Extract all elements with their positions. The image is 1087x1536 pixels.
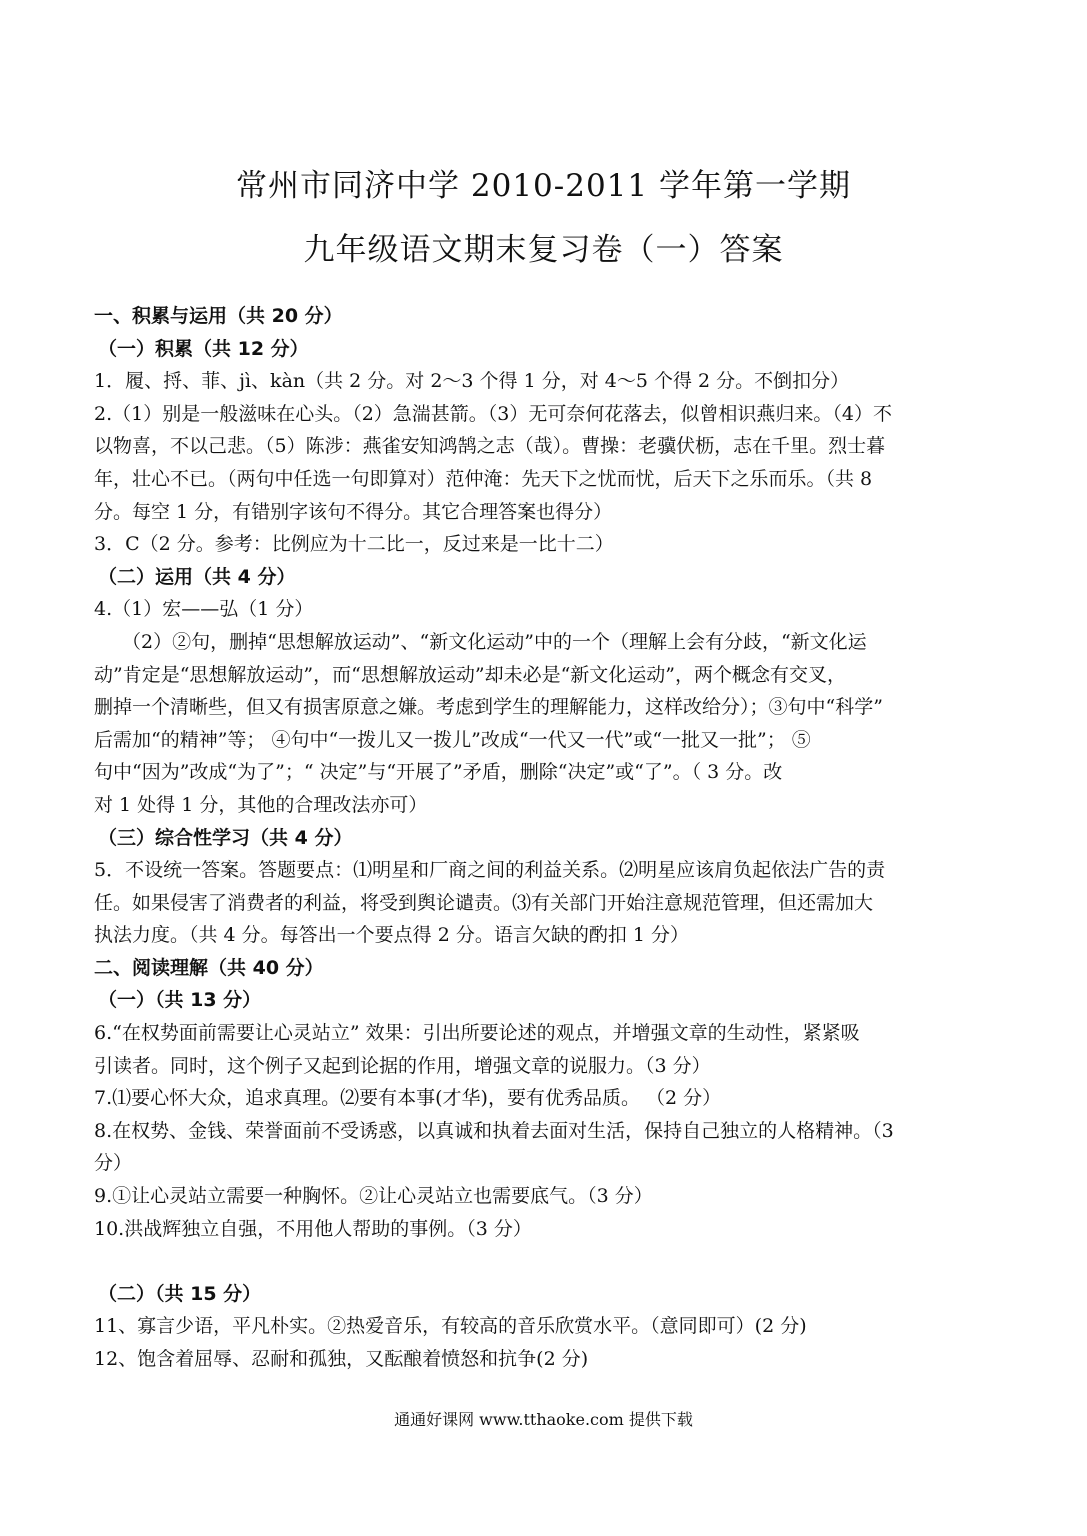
footer-source-note: 通通好课网 www.tthaoke.com 提供下载 (394, 1410, 693, 1429)
answer-content (94, 300, 994, 1376)
answer-line: 11、寡言少语，平凡朴实。②热爱音乐，有较高的音乐欣赏水平。（意同即可）(2 分) (94, 1315, 807, 1338)
answer-line: 句中“因为”改成“为了”；“ 决定”与“开展了”矛盾，删除“决定”或“了”。（ 3 分。改 (94, 761, 783, 784)
answer-line: 5．不设统一答案。答题要点：⑴明星和厂商之间的利益关系。⑵明星应该肩负起依法广告的责 (94, 859, 886, 882)
answer-line: 3．C（2 分。参考：比例应为十二比一，反过来是一比十二） (94, 533, 614, 556)
answer-line: 年，壮心不已。（两句中任选一句即算对）范仲淹：先天下之忧而忧，后天下之乐而乐。（共 8 (94, 467, 873, 490)
answer-line: 2.（1）别是一般滋味在心头。（2）急湍甚箭。（3）无可奈何花落去，似曾相识燕归来。（4）不 (94, 402, 892, 425)
answer-line: 6.“在权势面前需要让心灵站立” 效果：引出所要论述的观点，并增强文章的生动性，紧紧吸 (94, 1022, 860, 1045)
answer-line: 分） (94, 1152, 133, 1175)
answer-line: 以物喜，不以己悲。（5）陈涉：燕雀安知鸿鹄之志（哉）。曹操：老骥伏枥，志在千里。烈士暮 (94, 435, 886, 458)
answer-line: 执法力度。（共 4 分。每答出一个要点得 2 分。语言欠缺的酌扣 1 分） (94, 924, 690, 947)
blank-line (94, 1245, 994, 1278)
document-title-line1: 常州市同济中学 2010-2011 学年第一学期 (236, 168, 851, 204)
answer-line: 9.①让心灵站立需要一种胸怀。②让心灵站立也需要底气。（3 分） (94, 1185, 653, 1208)
section-heading: 二、阅读理解（共 40 分） (94, 956, 324, 979)
answer-line: 后需加“的精神”等； ④句中“一拨儿又一拨儿”改成“一代又一代”或“一批又一批”； ⑤ (94, 728, 811, 751)
answer-line: 任。如果侵害了消费者的利益，将受到舆论谴责。⑶有关部门开始注意规范管理，但还需加大 (94, 891, 874, 914)
subsection-heading: （一）积累（共 12 分） (98, 337, 309, 360)
answer-line: 7.⑴要心怀大众，追求真理。⑵要有本事(才华)，要有优秀品质。 （2 分） (94, 1087, 722, 1110)
answer-line: 4.（1）宏——弘（1 分） (94, 598, 314, 621)
document-title-line2: 九年级语文期末复习卷（一）答案 (303, 232, 784, 268)
subsection-heading: （二）运用（共 4 分） (98, 565, 296, 588)
answer-line: 删掉一个清晰些，但又有损害原意之嫌。考虑到学生的理解能力，这样改给分）；③句中“科学” (94, 696, 883, 719)
answer-line: 1．履、捋、菲、jì、kàn（共 2 分。对 2～3 个得 1 分，对 4～5 个得 2 分。不倒扣分） (94, 370, 850, 393)
answer-line: 引读者。同时，这个例子又起到论据的作用，增强文章的说服力。（3 分） (94, 1054, 711, 1077)
answer-line: 分。每空 1 分，有错别字该句不得分。其它合理答案也得分） (94, 500, 613, 523)
answer-line: 12、饱含着屈辱、忍耐和孤独，又酝酿着愤怒和抗争(2 分) (94, 1348, 589, 1370)
answer-line: 10.洪战辉独立自强，不用他人帮助的事例。（3 分） (94, 1217, 532, 1240)
answer-line: 动”肯定是“思想解放运动”，而“思想解放运动”却未必是“新文化运动”，两个概念有交叉， (94, 663, 846, 686)
answer-line: （2）②句，删掉“思想解放运动”、“新文化运动”中的一个（理解上会有分歧，“新文化运 (122, 630, 867, 653)
subsection-heading: （三）综合性学习（共 4 分） (98, 826, 353, 849)
answer-line: 8.在权势、金钱、荣誉面前不受诱惑，以真诚和执着去面对生活，保持自己独立的人格精神。（3 (94, 1119, 894, 1142)
subsection-heading: （二）（共 15 分） (98, 1282, 262, 1305)
subsection-heading: （一）（共 13 分） (98, 989, 262, 1012)
answer-line: 对 1 处得 1 分，其他的合理改法亦可） (94, 793, 428, 816)
section-heading: 一、积累与运用（共 20 分） (94, 305, 343, 327)
